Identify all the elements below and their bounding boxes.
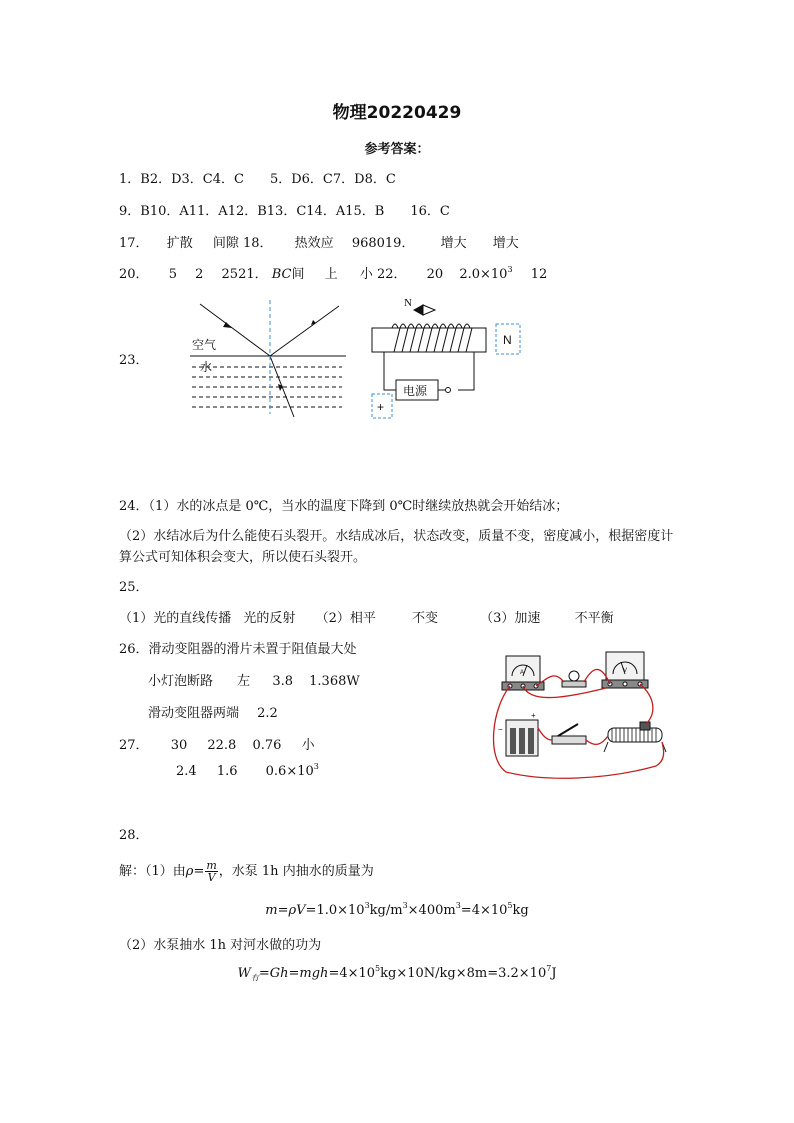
answer-text: 扩散 (166, 236, 193, 251)
answer-text-sci (459, 267, 512, 282)
answer-line-9-16 (119, 200, 450, 219)
answer-line-27 (119, 734, 315, 753)
svg-text:−: − (498, 725, 503, 734)
switch-icon (552, 724, 586, 744)
q-label: 25． (119, 580, 149, 595)
refraction-diagram (186, 296, 346, 422)
answer-text: 22.8 (207, 738, 237, 753)
answer-text: 间隙 18． (212, 236, 273, 251)
q-label: 1． (119, 172, 141, 187)
sci-exp: 3 (313, 762, 319, 771)
answer-text: B2．D3．C4．C (140, 172, 244, 187)
answer-text: 增大 (492, 236, 519, 251)
answer-line-20-22 (119, 263, 547, 282)
answer-text: 2.4 (176, 764, 197, 779)
answer-text: 间 (291, 267, 305, 282)
answer-text: （2）相平 (315, 611, 376, 626)
q-label: 20． (119, 267, 149, 282)
answer-28-line2: （2）水泵抽水 1h 对河水做的功为 (119, 938, 322, 953)
answer-text-italic: BC (271, 267, 292, 282)
answer-n-label: N (503, 333, 512, 347)
arrow-head (223, 322, 232, 328)
answer-line-1-8 (119, 168, 396, 187)
compass-needle-dark (414, 305, 423, 315)
answer-line-27b (176, 764, 319, 779)
q-label: 28． (119, 828, 149, 843)
q-label: 17． (119, 236, 149, 251)
rho-symbol: ρ (185, 864, 194, 879)
page-title: 物理20220429 (332, 103, 462, 123)
answer-text: 增大 (440, 236, 467, 251)
answer-text: 不变 (412, 611, 439, 626)
answer-text: 0.76 (252, 738, 282, 753)
sci-exp: 3 (507, 265, 513, 274)
answer-text: 小 (301, 738, 315, 753)
answer-28-line1 (119, 860, 374, 883)
answer-text: 解：（1）由 (119, 864, 186, 879)
answer-text: 2 (195, 267, 204, 282)
equals: = (193, 864, 205, 879)
answer-text: ，水泵 1h 内抽水的质量为 (218, 864, 374, 879)
formula-mass: $m=\rho V=1.0\times 10^3kg/m^3\times 400m^3=4\times 10^5kg$ (265, 901, 529, 918)
answer-text: 3.8 (272, 674, 293, 689)
answer-text: 968019． (351, 236, 415, 251)
lamp-icon (562, 671, 586, 687)
answer-text: 左 (237, 674, 251, 689)
sci-base: 2.0×10 (459, 267, 508, 282)
answer-26-line1: 26．滑动变阻器的滑片未置于阻值最大处 (119, 642, 357, 657)
answer-text: 1.6 (216, 764, 238, 779)
reflected-ray (270, 306, 339, 356)
answer-text: 16．C (410, 204, 450, 219)
answer-text: （1）光的直线传播 (119, 611, 232, 626)
answer-26-line3 (148, 702, 278, 721)
answer-text: 不平衡 (574, 611, 614, 626)
answer-text: 滑动变阻器两端 (148, 706, 240, 721)
answer-24-part2: （2）水结冰后为什么能使石头裂开。水结成冰后，状态改变，质量不变，密度减小，根据密度计算公式可知体积会变大，所以使石头裂开。 (119, 529, 674, 565)
answer-line-25 (119, 607, 614, 626)
answer-text: 2.2 (257, 706, 278, 721)
battery-icon (498, 711, 538, 756)
answer-26-line2 (148, 670, 360, 689)
electromagnet-diagram (366, 290, 526, 422)
air-label: 空气 (192, 338, 217, 352)
fraction-denominator: V (207, 871, 216, 884)
answer-text: 5．D6．C7．D8．C (269, 172, 396, 187)
power-supply-label: 电源 (403, 384, 428, 398)
answer-text: 小 22． (359, 267, 407, 282)
answer-text: 30 (170, 738, 188, 753)
answer-text: 20 (426, 267, 444, 282)
water-hatching (192, 367, 342, 407)
compass-n-label: N (404, 297, 412, 309)
answer-plus-label: + (377, 400, 385, 414)
answer-text: B10．A11．A12．B13．C14．A15．B (140, 204, 385, 219)
terminal-dot (446, 388, 451, 393)
answer-text: 上 (324, 267, 338, 282)
answer-text-sci (266, 764, 319, 779)
fraction-numerator: m (206, 859, 217, 872)
answer-text: 2521． (221, 267, 268, 282)
density-fraction (205, 860, 217, 883)
sci-base: 0.6×10 (265, 764, 314, 779)
formula-work: $W_有=Gh=mgh=4\times 10^5kg\times 10N/kg\times 8m=3.2\times 10^7J$ (237, 964, 557, 983)
answer-text: 5 (168, 267, 177, 282)
svg-text:A: A (520, 670, 525, 676)
q-label: 9． (119, 204, 141, 219)
answer-text: 小灯泡断路 (148, 674, 214, 689)
compass-needle-light (423, 305, 435, 315)
answer-text: （3）加速 (480, 611, 541, 626)
answer-text: 12 (530, 267, 548, 282)
page-subtitle: 参考答案： (364, 142, 430, 157)
q-label: 23． (119, 353, 149, 368)
answer-line-17-19 (119, 232, 519, 251)
svg-text:V: V (623, 668, 628, 674)
answer-24-part1: 24．（1）水的冰点是 0℃，当水的温度下降到 0℃时继续放热就会开始结冰； (119, 499, 569, 514)
svg-text:+: + (531, 711, 536, 720)
water-label: 水 (200, 360, 213, 374)
answer-text: 光的反射 (243, 611, 296, 626)
answer-text: 1.368W (309, 674, 360, 689)
rheostat-icon (604, 722, 666, 752)
answer-text: 热效应 (294, 236, 334, 251)
q-label: 27． (119, 738, 149, 753)
circuit-illustration (486, 648, 668, 782)
